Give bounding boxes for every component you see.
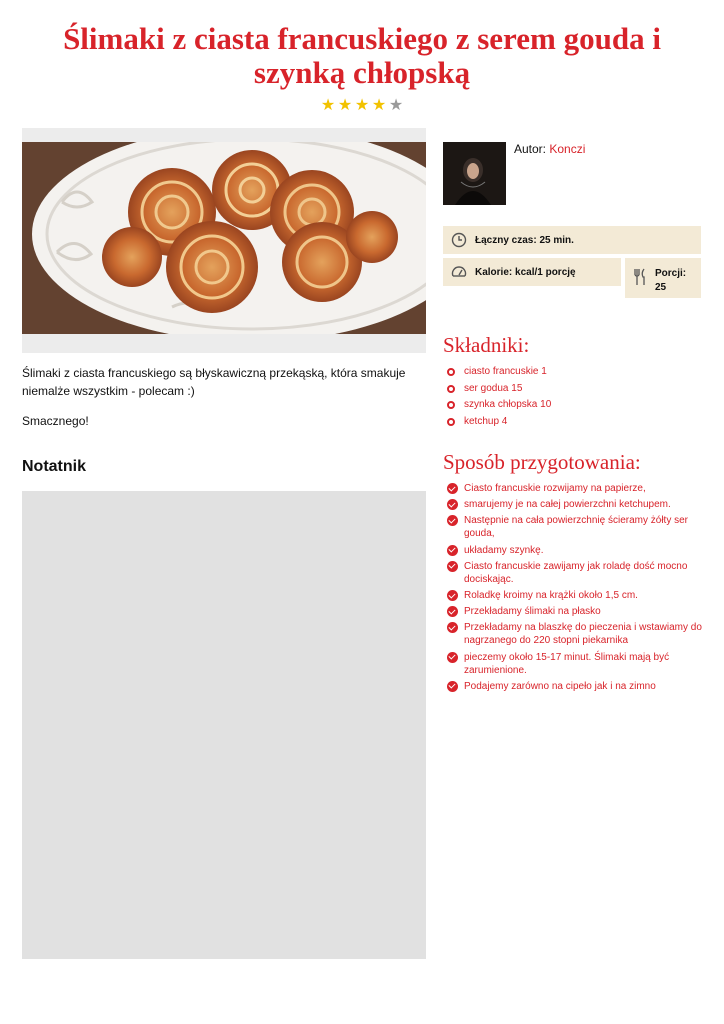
star-icon: ★: [371, 97, 387, 114]
total-time: Łączny czas: 25 min.: [475, 235, 574, 246]
star-icon: ★: [388, 97, 404, 114]
ingredient-text: ser godua 15: [464, 382, 523, 394]
check-icon: [447, 652, 458, 663]
list-item: [447, 498, 703, 511]
list-item: [447, 605, 703, 618]
step-text: Ciasto francuskie rozwijamy na papierze,: [464, 483, 646, 494]
author-photo-icon: [443, 142, 506, 205]
ingredients-list: [447, 366, 551, 432]
step-text: pieczemy około 15-17 minut. Ślimaki mają być zarumienione.: [464, 651, 670, 676]
bullet-icon: [447, 401, 455, 409]
list-item: [447, 514, 703, 540]
steps-list: [447, 482, 703, 696]
list-item: [447, 482, 703, 495]
star-icon: ★: [320, 97, 336, 114]
author-info: [514, 142, 585, 156]
ingredient-text: ketchup 4: [464, 415, 508, 427]
list-item: [447, 383, 551, 400]
rating-stars: [0, 95, 724, 115]
calories: Kalorie: kcal/1 porcję: [475, 267, 576, 278]
step-text: smarujemy je na całej powierzchni ketchupem.: [464, 499, 671, 511]
recipe-photo: [22, 128, 426, 353]
portions-box: [625, 258, 701, 298]
recipe-description: [22, 364, 426, 442]
calories-box: [443, 258, 621, 286]
list-item: [447, 680, 703, 693]
star-icon: ★: [354, 97, 370, 114]
portions-value: 25: [655, 282, 667, 293]
steps-title: Sposób przygotowania:: [443, 450, 641, 474]
check-icon: [447, 606, 458, 617]
portions-label: Porcji:: [655, 268, 687, 279]
recipe-title: Ślimaki z ciasta francuskiego z serem gouda i szynką chłopską: [63, 21, 661, 90]
check-icon: [447, 483, 458, 494]
step-text: Przekładamy na blaszkę do pieczenia i wstawiamy do nagrzanego do 220 stopni piekarnika: [464, 622, 702, 647]
clock-icon: [451, 232, 467, 248]
gauge-icon: [451, 264, 467, 280]
list-item: [447, 560, 703, 586]
notes-box[interactable]: [22, 491, 426, 959]
ingredient-text: ciasto francuskie 1: [464, 366, 547, 377]
bullet-icon: [447, 368, 455, 376]
step-text: Roladkę kroimy na krążki około 1,5 cm.: [464, 589, 638, 601]
check-icon: [447, 545, 458, 556]
check-icon: [447, 622, 458, 633]
step-text: Następnie na cała powierzchnię ścieramy żółty ser gouda,: [464, 515, 688, 540]
cutlery-icon: [633, 268, 647, 286]
list-item: [447, 621, 703, 647]
list-item: [447, 399, 551, 416]
check-icon: [447, 561, 458, 572]
author-avatar: [443, 142, 506, 205]
step-text: Przekładamy ślimaki na płasko: [464, 606, 601, 618]
star-icon: ★: [337, 97, 353, 114]
list-item: [447, 589, 703, 602]
check-icon: [447, 681, 458, 692]
check-icon: [447, 499, 458, 510]
ingredient-text: szynka chłopska 10: [464, 399, 552, 410]
list-item: [447, 544, 703, 557]
bullet-icon: [447, 385, 455, 393]
author-link[interactable]: Konczi: [549, 142, 586, 156]
closing-text: Smacznego!: [22, 414, 89, 428]
notes-title: Notatnik: [22, 458, 86, 475]
ingredients-title: Składniki:: [443, 333, 530, 357]
check-icon: [447, 590, 458, 601]
total-time-box: [443, 226, 701, 254]
step-text: układamy szynkę.: [464, 544, 544, 556]
check-icon: [447, 515, 458, 526]
description-text: Ślimaki z ciasta francuskiego są błyskawiczną przekąską, która smakuje niemalże wszystkim - polecam :): [22, 366, 406, 398]
list-item: [447, 416, 551, 433]
list-item: [447, 366, 551, 383]
step-text: Podajemy zarówno na cipeło jak i na zimno: [464, 680, 656, 692]
author-label: Autor:: [514, 142, 547, 156]
step-text: Ciasto francuskie zawijamy jak roladę dość mocno dociskając.: [464, 560, 688, 585]
bullet-icon: [447, 418, 455, 426]
list-item: [447, 651, 703, 677]
recipe-photo-image: [22, 142, 426, 334]
